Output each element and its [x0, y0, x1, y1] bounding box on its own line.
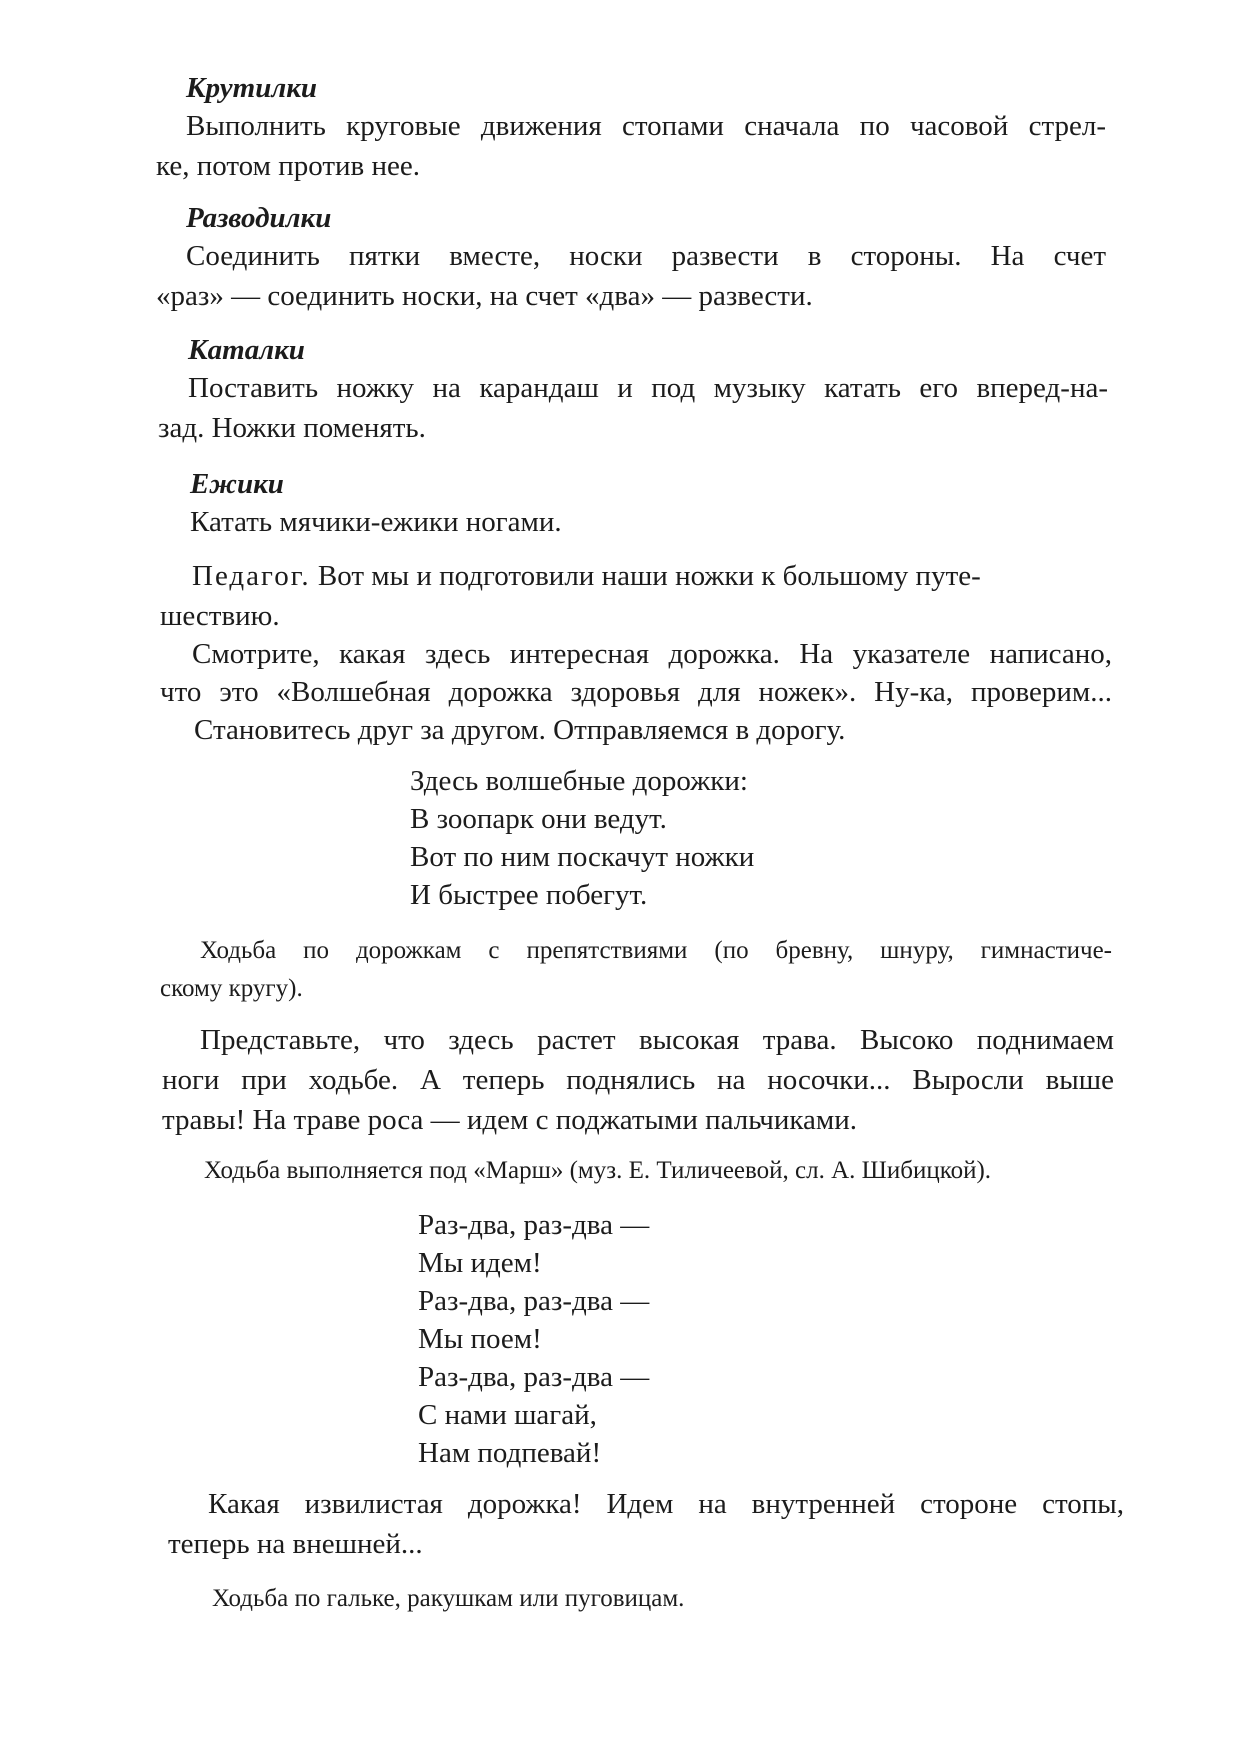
- exercise-krutilki-text-2: [156, 146, 1106, 186]
- remark-2: [204, 1152, 1118, 1190]
- text-line: Становитесь друг за другом. Отправляемся в дорогу.: [194, 714, 846, 746]
- text-line: шествию.: [160, 600, 280, 632]
- poem-line: Раз-два, раз-два —: [418, 1285, 650, 1317]
- para-2-line-3: [162, 1100, 1114, 1140]
- poem-1: [410, 762, 910, 914]
- text-line: травы! На траве роса — идем с поджатыми пальчиками.: [162, 1104, 858, 1136]
- text-line: Катать мячики-ежики ногами.: [190, 506, 562, 538]
- poem-line: Нам подпевай!: [418, 1437, 602, 1469]
- poem-line: С нами шагай,: [418, 1399, 597, 1431]
- poem-line: Мы поем!: [418, 1323, 542, 1355]
- poem-line: Вот по ним поскачут ножки: [410, 841, 755, 873]
- text-line: Ходьба по гальке, ракушкам или пуговицам.: [212, 1585, 685, 1612]
- para-3-line-2: [168, 1524, 1118, 1564]
- text-line: зад. Ножки поменять.: [158, 412, 426, 444]
- exercise-title: Ежики: [190, 468, 284, 500]
- text-line: Вот мы и подготовили наши ножки к большому путе-: [310, 560, 981, 592]
- teacher-line-3: [192, 634, 1112, 674]
- remark-1-line-1: [200, 932, 1112, 970]
- poem-line: Раз-два, раз-два —: [418, 1361, 650, 1393]
- text-line: Соединить пятки вместе, носки развести в стороны. На счет: [186, 240, 1106, 272]
- exercise-title: Каталки: [188, 334, 305, 366]
- teacher-line-2: [160, 596, 1110, 636]
- poem-2: [418, 1206, 918, 1472]
- text-line: что это «Волшебная дорожка здоровья для ножек». Ну-ка, проверим...: [160, 676, 1112, 708]
- text-line: скому кругу).: [160, 975, 303, 1002]
- exercise-razvodilki-text-2: [156, 276, 1106, 316]
- poem-line: Мы идем!: [418, 1247, 542, 1279]
- text-line: «раз» — соединить носки, на счет «два» — развести.: [156, 280, 813, 312]
- poem-line: И быстрее побегут.: [410, 879, 648, 911]
- poem-line: В зоопарк они ведут.: [410, 803, 667, 835]
- speaker-label: Педагог.: [192, 560, 311, 592]
- text-line: Представьте, что здесь растет высокая трава. Высоко поднимаем: [200, 1024, 1114, 1056]
- poem-line: Раз-два, раз-два —: [418, 1209, 650, 1241]
- teacher-line-4: [160, 672, 1112, 712]
- text-line: Ходьба по дорожкам с препятствиями (по бревну, шнуру, гимнастиче-: [200, 937, 1112, 964]
- para-2-line-1: [200, 1020, 1114, 1060]
- exercise-katalki: [188, 332, 1108, 368]
- remark-3: [212, 1580, 1112, 1618]
- exercise-ezhiki-text: [190, 502, 1110, 542]
- text-line: теперь на внешней...: [168, 1528, 423, 1560]
- text-line: Поставить ножку на карандаш и под музыку катать его вперед-на-: [188, 372, 1108, 404]
- para-2-line-2: [162, 1060, 1114, 1100]
- exercise-katalki-text: [188, 368, 1108, 408]
- exercise-krutilki-text: [186, 106, 1106, 146]
- text-line: ноги при ходьбе. А теперь поднялись на носочки... Выросли выше: [162, 1064, 1114, 1096]
- exercise-ezhiki: [190, 466, 1110, 502]
- exercise-razvodilki: [186, 200, 1106, 236]
- exercise-title: Разводилки: [186, 202, 332, 234]
- remark-1-line-2: [160, 970, 1110, 1008]
- text-line: Смотрите, какая здесь интересная дорожка. На указателе написано,: [192, 638, 1112, 670]
- exercise-katalki-text-2: [158, 408, 1108, 448]
- exercise-title: Крутилки: [186, 72, 318, 104]
- para-3-line-1: [208, 1484, 1124, 1524]
- text-line: ке, потом против нее.: [156, 150, 421, 182]
- text-line: Какая извилистая дорожка! Идем на внутренней стороне стопы,: [208, 1488, 1124, 1520]
- poem-line: Здесь волшебные дорожки:: [410, 765, 748, 797]
- text-line: Выполнить круговые движения стопами сначала по часовой стрел-: [186, 110, 1106, 142]
- exercise-krutilki: [186, 70, 1106, 106]
- teacher-line-5: [194, 710, 1114, 750]
- exercise-razvodilki-text: [186, 236, 1106, 276]
- text-line: Ходьба выполняется под «Марш» (муз. Е. Тиличеевой, сл. А. Шибицкой).: [204, 1157, 992, 1184]
- teacher-line-1: [192, 556, 1112, 596]
